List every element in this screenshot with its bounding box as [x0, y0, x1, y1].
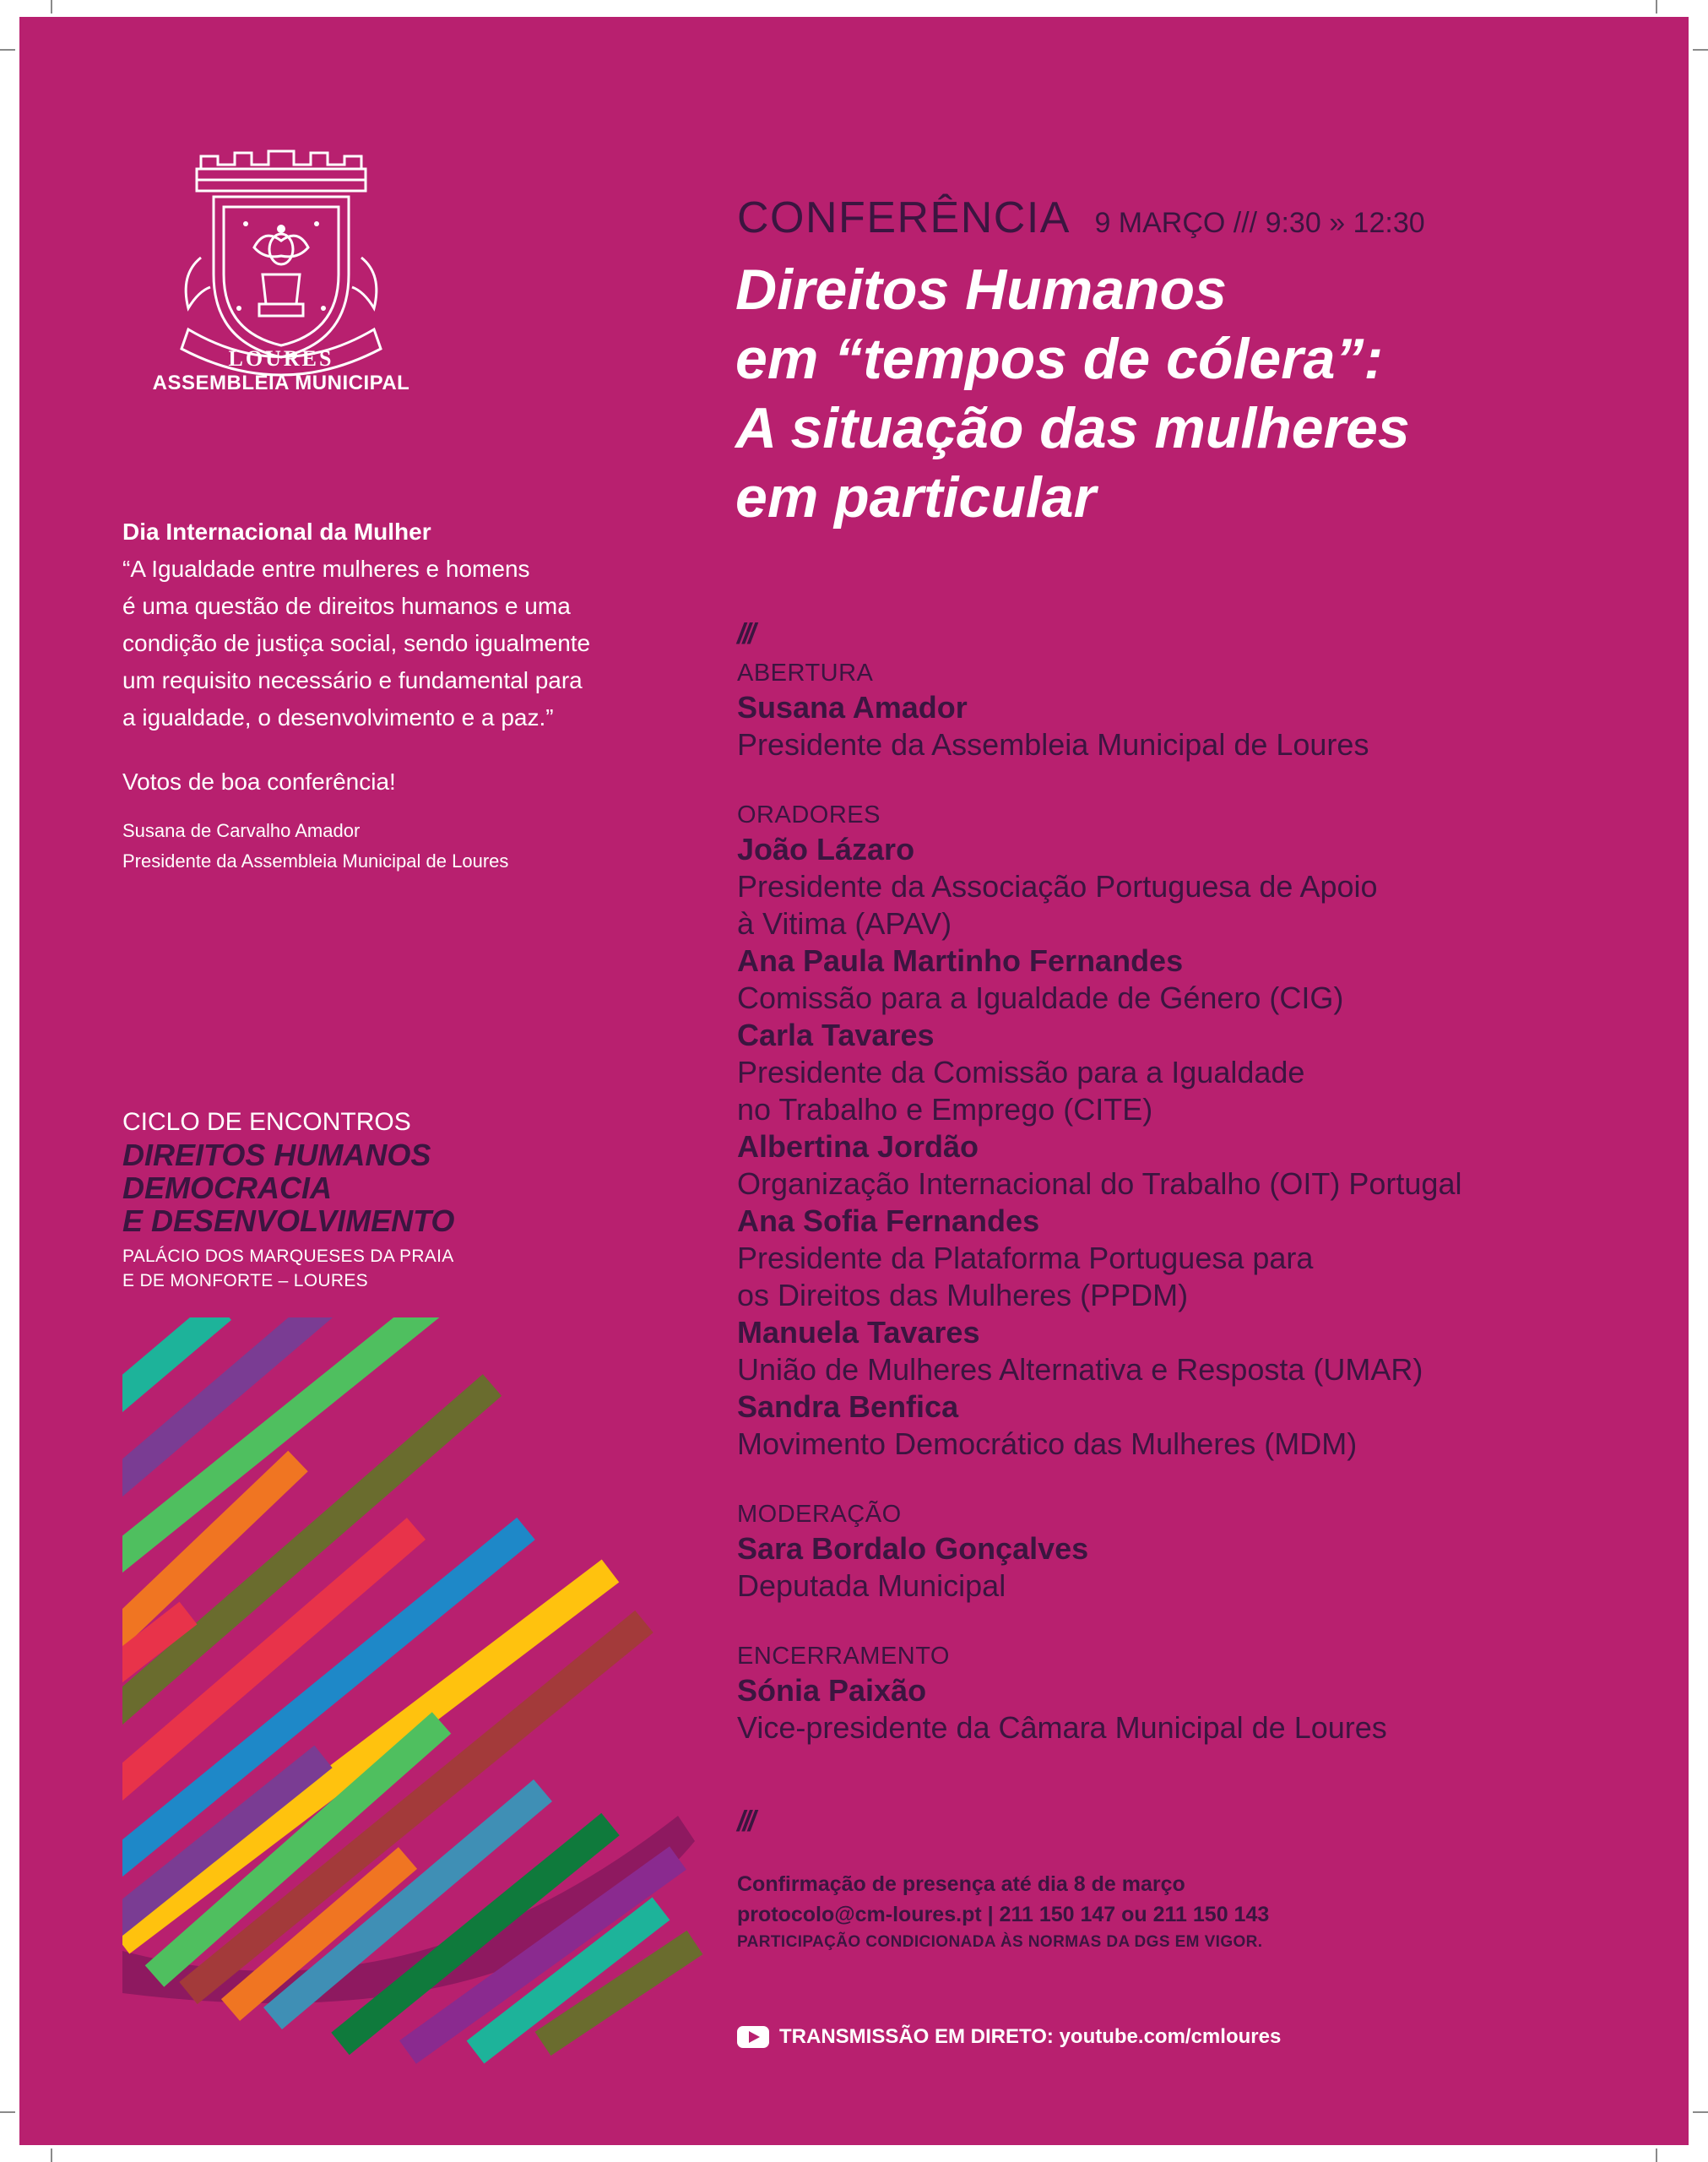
crop-mark: [1656, 2148, 1657, 2162]
cycle-label: CICLO DE ENCONTROS: [122, 1108, 411, 1136]
speaker-role: no Trabalho e Emprego (CITE): [737, 1092, 1153, 1127]
quote-line: “A Igualdade entre mulheres e homens: [122, 556, 530, 582]
speaker-name: Manuela Tavares: [737, 1315, 980, 1350]
speaker-role: Presidente da Assembleia Municipal de Loures: [737, 727, 1369, 762]
crop-mark: [0, 49, 15, 51]
crop-mark: [0, 2111, 15, 2113]
quote-line: condição de justiça social, sendo igualmente: [122, 630, 591, 656]
intro-wishes: Votos de boa conferência!: [122, 769, 396, 795]
intro-signature: [122, 816, 713, 877]
signature-name: Susana de Carvalho Amador: [122, 820, 361, 841]
contact-text[interactable]: protocolo@cm-loures.pt | 211 150 147 ou 211 150 143: [737, 1903, 1270, 1926]
live-stream-text[interactable]: TRANSMISSÃO EM DIRETO: youtube.com/cmloures: [779, 2025, 1282, 2048]
speaker-name: Albertina Jordão: [737, 1129, 979, 1164]
speaker-role: os Direitos das Mulheres (PPDM): [737, 1278, 1189, 1312]
section-label: MODERAÇÃO: [737, 1501, 902, 1528]
cycle-block: [122, 1106, 713, 1293]
speaker-role: Comissão para a Igualdade de Género (CIG): [737, 981, 1344, 1015]
title-line: A situação das mulheres: [735, 396, 1410, 460]
speaker-name: Sónia Paixão: [737, 1673, 927, 1708]
speaker-name: Sara Bordalo Gonçalves: [737, 1531, 1089, 1566]
speaker-role: Presidente da Plataforma Portuguesa para: [737, 1241, 1314, 1275]
section-opening: [737, 657, 1674, 763]
speaker-role: União de Mulheres Alternativa e Resposta (UMAR): [737, 1352, 1423, 1387]
signature-role: Presidente da Assembleia Municipal de Loures: [122, 850, 509, 872]
speaker-role: Movimento Democrático das Mulheres (MDM): [737, 1426, 1358, 1461]
title-line: em particular: [735, 465, 1097, 530]
intro-block: [122, 513, 713, 877]
section-moderation: [737, 1498, 1674, 1605]
separator-top: ///: [737, 618, 754, 650]
cycle-title-line: DIREITOS HUMANOS: [122, 1138, 431, 1172]
speaker-role: Deputada Municipal: [737, 1568, 1006, 1603]
title-line: em “tempos de cólera”:: [735, 327, 1384, 391]
speaker-name: Susana Amador: [737, 690, 968, 725]
speaker-role: Presidente da Comissão para a Igualdade: [737, 1055, 1305, 1089]
cycle-title: [122, 1138, 713, 1237]
logo-caption: ASSEMBLEIA MUNICIPAL: [152, 372, 410, 394]
poster: [19, 17, 1689, 2145]
intro-title: Dia Internacional da Mulher: [122, 519, 431, 545]
conference-title: [735, 255, 1664, 532]
speaker-role: Presidente da Associação Portuguesa de Apoio: [737, 869, 1378, 904]
section-label: ABERTURA: [737, 660, 874, 687]
speaker-role: Organização Internacional do Trabalho (OIT) Portugal: [737, 1166, 1462, 1201]
conference-date-time: 9 MARÇO /// 9:30 » 12:30: [1094, 207, 1425, 239]
cycle-title-line: DEMOCRACIA: [122, 1171, 332, 1205]
speaker-role: à Vitima (APAV): [737, 906, 952, 941]
cycle-place-line: PALÁCIO DOS MARQUESES DA PRAIA: [122, 1247, 454, 1266]
speaker-name: Ana Paula Martinho Fernandes: [737, 943, 1184, 978]
title-line: Direitos Humanos: [735, 258, 1227, 322]
section-label: ORADORES: [737, 801, 881, 828]
crop-mark: [1693, 49, 1708, 51]
live-stream-link[interactable]: [737, 2025, 1281, 2049]
speaker-name: Carla Tavares: [737, 1018, 935, 1052]
intro-quote: [122, 551, 713, 736]
conference-label: CONFERÊNCIA: [737, 193, 1071, 242]
footer: [737, 1869, 1666, 1955]
quote-line: é uma questão de direitos humanos e uma: [122, 593, 571, 619]
cycle-place-line: E DE MONFORTE – LOURES: [122, 1271, 368, 1290]
cycle-title-line: E DESENVOLVIMENTO: [122, 1203, 455, 1238]
speaker-role: Vice-presidente da Câmara Municipal de Loures: [737, 1710, 1387, 1745]
section-closing: [737, 1640, 1674, 1746]
section-label: ENCERRAMENTO: [737, 1643, 950, 1670]
notice-text: PARTICIPAÇÃO CONDICIONADA ÀS NORMAS DA DGS EM VIGOR.: [737, 1933, 1263, 1951]
youtube-icon: [737, 2026, 769, 2048]
crop-mark: [51, 2148, 52, 2162]
program: [737, 657, 1674, 1746]
loures-coat-of-arms: [155, 148, 408, 388]
logo-name: LOURES: [228, 346, 334, 371]
section-speakers: [737, 799, 1674, 1463]
quote-line: um requisito necessário e fundamental para: [122, 667, 583, 693]
speaker-name: Sandra Benfica: [737, 1389, 959, 1424]
decorative-stripes-graphic: [19, 1317, 779, 2145]
crop-mark: [1693, 2111, 1708, 2113]
quote-line: a igualdade, o desenvolvimento e a paz.”: [122, 704, 554, 731]
speaker-name: João Lázaro: [737, 832, 915, 866]
rsvp-text: Confirmação de presença até dia 8 de março: [737, 1872, 1185, 1896]
cycle-place: [122, 1244, 713, 1293]
conference-header: [737, 193, 1666, 243]
crop-mark: [1656, 0, 1657, 14]
separator-bottom: ///: [737, 1806, 754, 1838]
crop-mark: [51, 0, 52, 14]
speaker-name: Ana Sofia Fernandes: [737, 1203, 1040, 1238]
